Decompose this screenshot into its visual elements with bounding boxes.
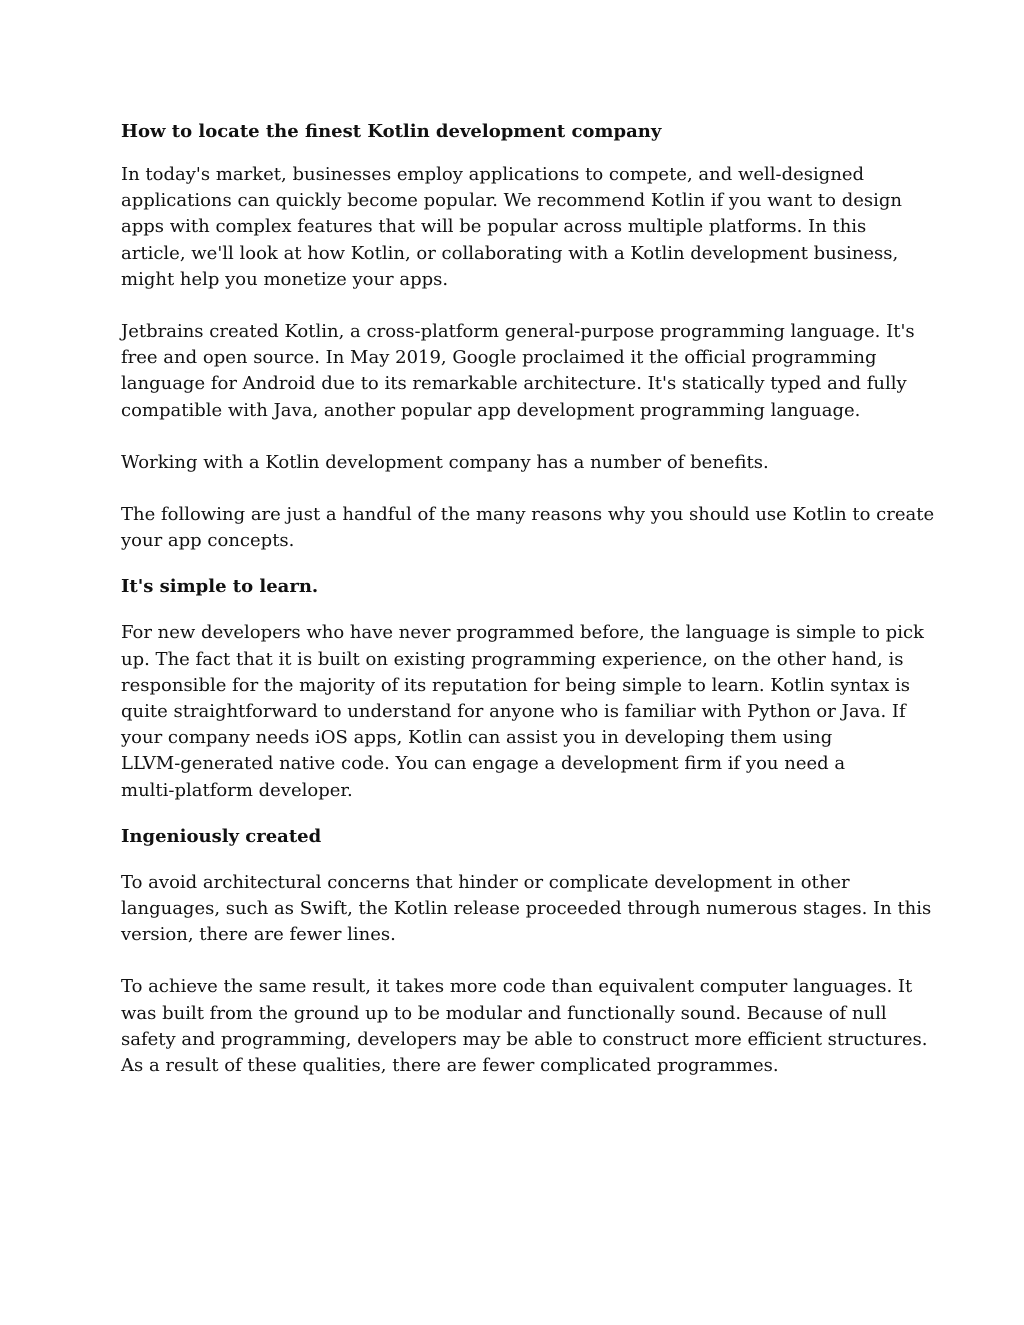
text-line: your app concepts. [121,530,295,552]
text-line: might help you monetize your apps. [121,268,449,290]
spacer [121,152,921,162]
paragraph-simple-to-learn [121,620,924,803]
text-line: was built from the ground up to be modular and functionally sound. Because of null [121,1002,887,1024]
spacer [121,554,921,567]
spacer [121,804,921,817]
text-line: Jetbrains created Kotlin, a cross-platform general-purpose programming language. It's [121,321,915,343]
paragraph-intro-2 [121,319,921,424]
text-line: responsible for the majority of its reputation for being simple to learn. Kotlin syntax is [121,674,911,696]
text-line: quite straightforward to understand for anyone who is familiar with Python or Java. If [121,701,906,723]
spacer [121,857,921,870]
spacer [121,948,921,974]
section-heading-ingeniously-created: Ingeniously created [121,825,322,847]
text-line: The following are just a handful of the many reasons why you should use Kotlin to create [121,504,935,526]
document-page [121,112,935,1079]
text-line: compatible with Java, another popular app development programming language. [121,399,861,421]
text-line: To avoid architectural concerns that hinder or complicate development in other [121,871,850,893]
paragraph-intro-1 [121,162,921,293]
paragraph-intro-3 [121,450,921,476]
text-line: multi-platform developer. [121,779,353,801]
spacer [121,607,921,620]
text-line: apps with complex features that will be popular across multiple platforms. In this [121,216,867,238]
paragraph-intro-4 [121,502,935,554]
text-line: safety and programming, developers may be able to construct more efficient structures. [121,1028,928,1050]
text-line: up. The fact that it is built on existing programming experience, on the other hand, is [121,648,904,670]
text-line: In today's market, businesses employ applications to compete, and well-designed [121,164,865,185]
paragraph-ingeniously-created-2 [121,974,928,1079]
text-line: Working with a Kotlin development company has a number of benefits. [121,451,769,473]
text-line: article, we'll look at how Kotlin, or collaborating with a Kotlin development business, [121,242,899,264]
text-line: your company needs iOS apps, Kotlin can assist you in developing them using [121,727,833,749]
text-line: language for Android due to its remarkable architecture. It's statically typed and fully [121,373,907,395]
spacer [121,424,921,450]
text-line: languages, such as Swift, the Kotlin release proceeded through numerous stages. In this [121,898,932,920]
document-title: How to locate the finest Kotlin development company [121,121,662,142]
spacer [121,293,921,319]
text-line: For new developers who have never programmed before, the language is simple to pick [121,622,924,644]
paragraph-ingeniously-created-1 [121,870,932,949]
text-line: To achieve the same result, it takes more code than equivalent computer languages. It [121,976,913,998]
text-line: applications can quickly become popular. We recommend Kotlin if you want to design [121,190,902,212]
text-line: version, there are fewer lines. [121,924,396,946]
section-heading-simple-to-learn: It's simple to learn. [121,576,319,598]
text-line: LLVM-generated native code. You can engage a development firm if you need a [121,753,846,775]
text-line: free and open source. In May 2019, Google proclaimed it the official programming [121,347,877,369]
spacer [121,476,921,502]
text-line: As a result of these qualities, there are fewer complicated programmes. [121,1055,779,1077]
